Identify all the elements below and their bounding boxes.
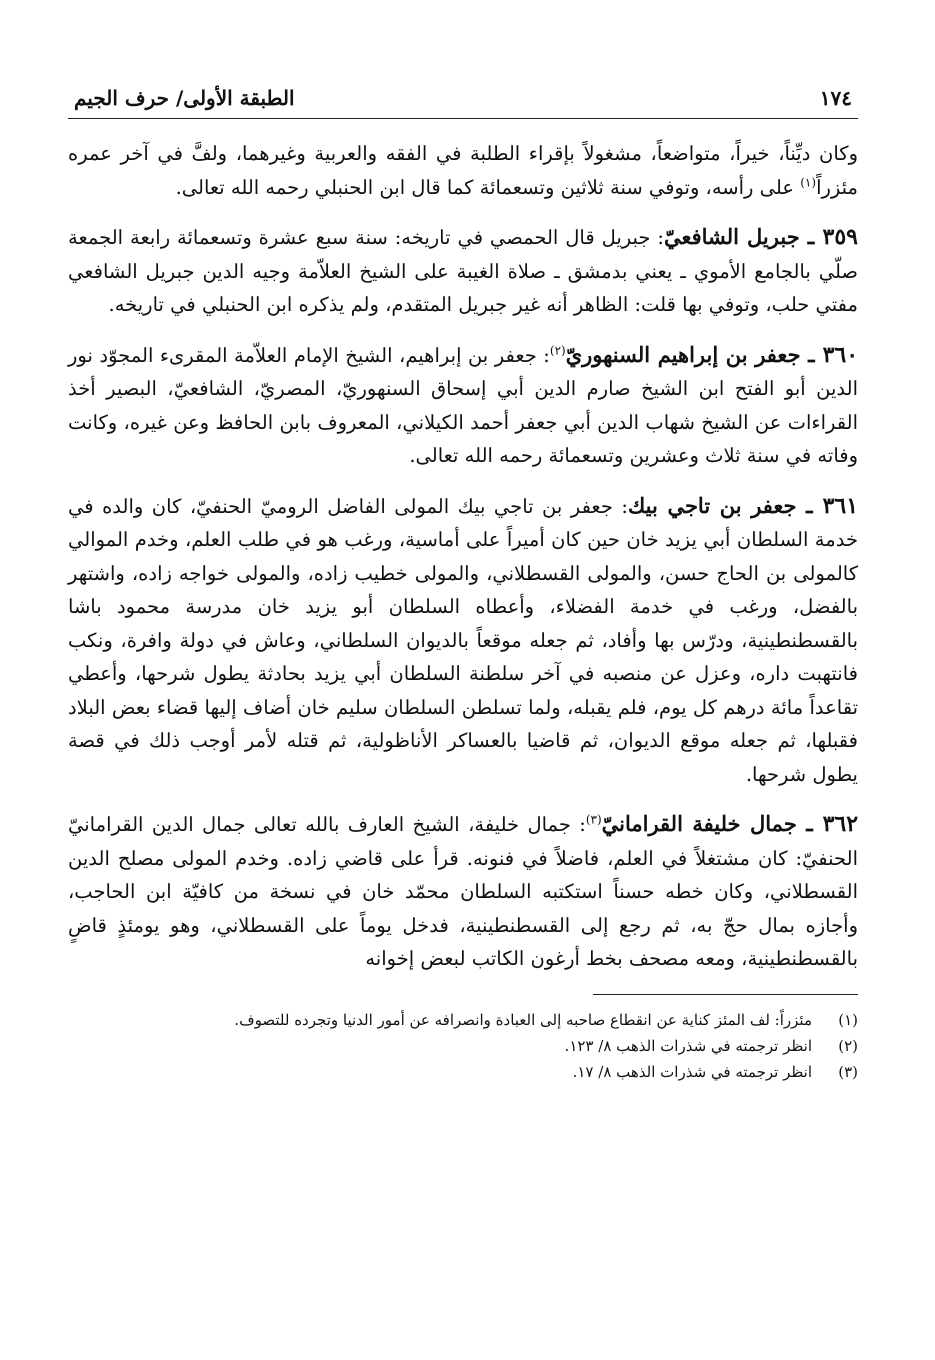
- page-number: ١٧٤: [819, 86, 852, 110]
- footnotes: [68, 1007, 858, 1085]
- footnote-ref[interactable]: (٢): [549, 343, 566, 357]
- footnote-text: مئزراً: لف المئز كناية عن انقطاع صاحبه إلى العبادة وانصرافه عن أمور الدنيا وتجرده للتصوف.: [234, 1010, 812, 1029]
- entry-text: : جمال خليفة، الشيخ العارف بالله تعالى جمال الدين القرامانيّ الحنفيّ: كان مشتغلاً في العلم، فاضلاً في فنونه. قرأ على قاضي زاده. وخدم المولى مصلح الدين القسطلاني، وكان خطه حسناً استكتبه السلطان محمّد خان في نسخة من كافيّة ابن الحاجب، وأجازه بمال حجّ به، ثم رجع إلى القسطنطينية، فدخل يوماً على القسطلاني، وهو يومئذٍ قاضٍ بالقسطنطينية، ومعه مصحف بخط أرغون الكاتب لبعض إخوانه: [68, 813, 858, 970]
- footnote-number: (٣): [838, 1062, 858, 1081]
- entry-text: : جعفر بن تاجي بيك المولى الفاضل الروميّ الحنفيّ، كان والده في خدمة السلطان أبي يزيد خان حين كان أميراً على أماسية، ورغب هو في طلب العلم، وخدم الموالي كالمولى بن الحاج حسن، والمولى القسطلاني، والمولى خطيب زاده، والمولى خواجه زاده، واشتهر بالفضل، ورغب في خدمة الفضلاء، وأعطاه السلطان أبو يزيد خان مدرسة محمود باشا بالقسطنطينية، ودرّس بها وأفاد، ثم جعله موقعاً بالديوان السلطاني، وعاش في دولة وافرة، ونكب فانتهبت داره، وعزل عن منصبه في آخر سلطنة السلطان أبي يزيد بحادثة يطول شرحها، وأعطي تقاعداً مائة درهم كل يوم، فلم يقبله، ولما تسلطن السلطان سليم خان أضاف إليها قضاء بعض البلاد فقبلها، ثم جعله موقع الديوان، ثم قاضيا بالعساكر الأناظولية، ثم قتله لأمر أوجب ذلك في قصة يطول شرحها.: [68, 494, 858, 786]
- entry-number: ٣٥٩ ـ: [807, 224, 858, 250]
- footnote-text: انظر ترجمته في شذرات الذهب ٨/ ١٢٣.: [564, 1036, 812, 1055]
- entry-number: ٣٦١ ـ: [806, 492, 859, 519]
- footnote-text: انظر ترجمته في شذرات الذهب ٨/ ١٧.: [572, 1062, 812, 1081]
- book-page: [68, 84, 858, 1314]
- entry-361: [68, 489, 858, 792]
- footnote-divider: [593, 994, 858, 995]
- footnote: [68, 1007, 858, 1033]
- entry-number: ٣٦٠ ـ: [808, 341, 859, 368]
- footnote-ref[interactable]: (٣): [585, 812, 602, 827]
- footnote: [68, 1033, 858, 1059]
- entry-360: [68, 338, 858, 473]
- entry-text: على رأسه، وتوفي سنة ثلاثين وتسعمائة كما قال ابن الحنبلي رحمه الله تعالى.: [175, 175, 801, 199]
- footnote-number: (٢): [838, 1036, 858, 1055]
- footnote-number: (١): [838, 1010, 858, 1029]
- entry-title: جعفر بن تاجي بيك: [627, 492, 807, 518]
- entry-text: وكان ديِّناً، خيراً، متواضعاً، مشغولاً بإقراء الطلبة في الفقه والعربية وغيرهما، ولفَّ في آخر عمره مئزراً: [68, 142, 858, 199]
- entry-362: [68, 807, 858, 976]
- running-title: الطبقة الأولى/ حرف الجيم: [74, 86, 295, 110]
- footnote: [68, 1059, 858, 1085]
- running-header: [68, 84, 858, 119]
- page-body: [68, 137, 858, 976]
- entry-text: : جعفر بن إبراهيم، الشيخ الإمام العلاّمة المقرىء المجوّد نور الدين أبو الفتح ابن الشيخ صارم الدين أبي إسحاق السنهوريّ، المصريّ، الشافعيّ، البصير أخذ القراءات عن الشيخ شهاب الدين أبي جعفر أحمد الكيلاني، المعروف بابن الحافظ وعن غيره، وكانت وفاته في سنة ثلاث وعشرين وتسعمائة رحمه الله تعالى.: [68, 343, 858, 467]
- entry-title: جعفر بن إبراهيم السنهوريّ: [565, 341, 809, 367]
- entry-359: [68, 220, 858, 322]
- entry-title: جبريل الشافعيّ: [663, 224, 808, 249]
- entry-number: ٣٦٢ ـ: [806, 811, 859, 837]
- entry-title: جمال خليفة القرامانيّ: [601, 811, 807, 836]
- entry-continuation: [68, 137, 858, 204]
- footnote-ref[interactable]: (١): [800, 175, 817, 189]
- entry-text: : جبريل قال الحمصي في تاريخه: سنة سبع عشرة وتسعمائة رابعة الجمعة صلّي بالجامع الأموي ـ يعني بدمشق ـ صلاة الغيبة على الشيخ العلاّمة وجيه الدين جبريل الشافعي مفتي حلب، وتوفي بها قلت: الظاهر أنه غير جبريل المتقدم، ولم يذكره ابن الحنبلي في تاريخه.: [68, 226, 858, 316]
